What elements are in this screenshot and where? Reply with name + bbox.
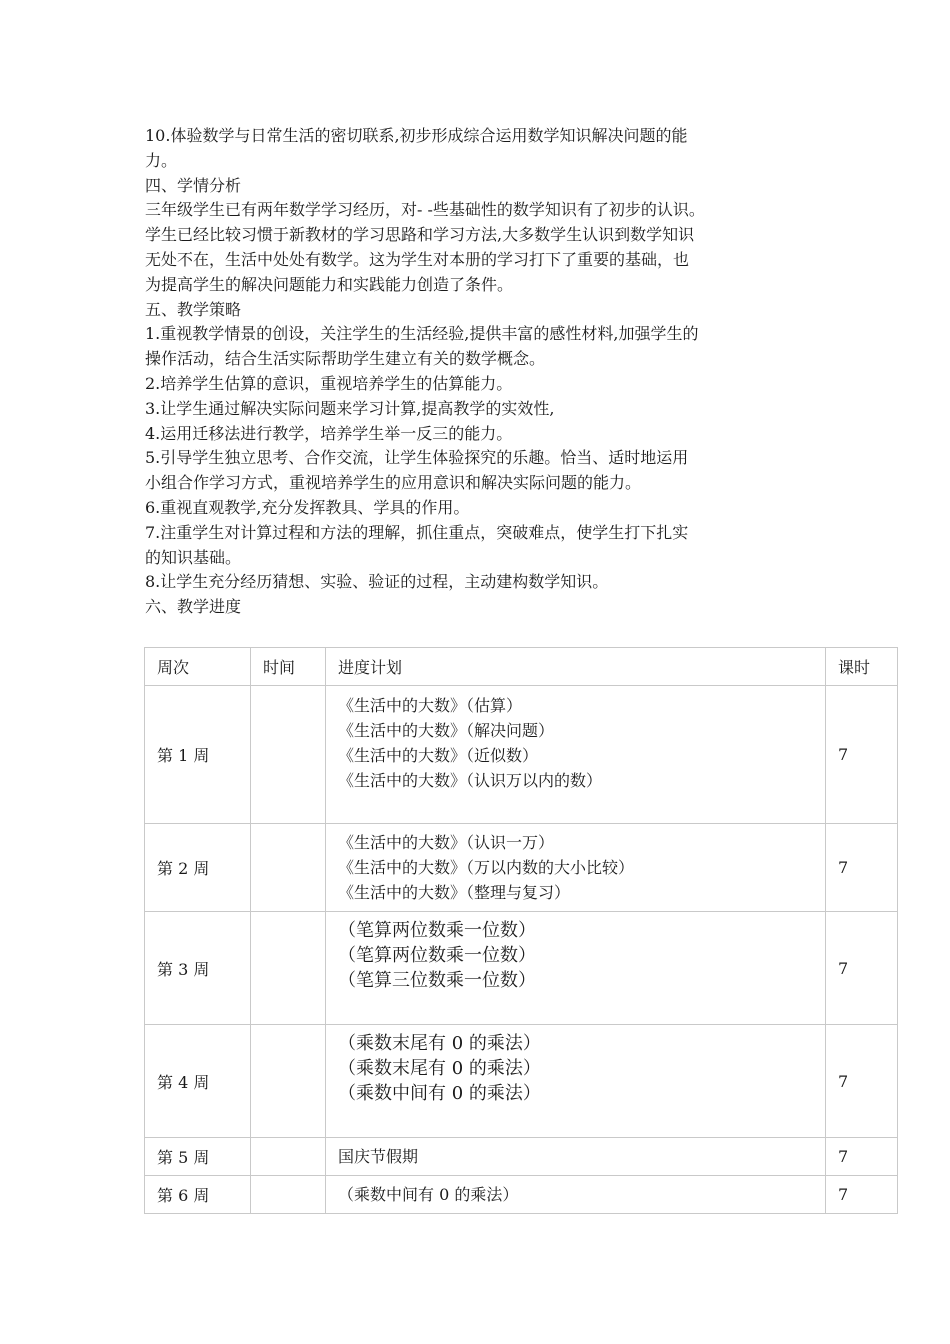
paragraph-line: 学生已经比较习惯于新教材的学习思路和学习方法,大多数学生认识到数学知识 [145,225,695,245]
section-heading: 六、教学进度 [145,597,242,617]
plan-item: （乘数末尾有 0 的乘法） [338,1033,541,1054]
table-row [145,1138,898,1176]
week-cell: 第 2 周 [145,824,251,912]
paragraph-line: 4.运用迁移法进行教学，培养学生举一反三的能力。 [145,423,513,443]
section-heading: 五、教学策略 [145,299,242,319]
hours-cell: 7 [826,1176,898,1214]
plan-item: （笔算两位数乘一位数） [338,920,536,941]
paragraph-line: 三年级学生已有两年数学学习经历，对- -些基础性的数学知识有了初步的认识。 [145,200,705,220]
plan-item: 国庆节假期 [338,1147,419,1166]
plan-item: （笔算三位数乘一位数） [338,970,536,991]
paragraph-line: 6.重视直观教学,充分发挥教具、学具的作用。 [145,497,470,517]
plan-cell [326,1176,826,1214]
hours-cell: 7 [826,686,898,824]
week-cell: 第 5 周 [145,1138,251,1176]
paragraph-line: 5.引导学生独立思考、合作交流，让学生体验探究的乐趣。恰当、适时地运用 [145,448,689,468]
hours-cell: 7 [826,824,898,912]
time-cell [251,824,326,912]
paragraph-line: 7.注重学生对计算过程和方法的理解，抓住重点，突破难点，使学生打下扎实 [145,522,689,542]
header-week: 周次 [145,648,251,686]
table-row [145,1025,898,1138]
plan-item: 《生活中的大数》（估算） [338,696,523,715]
paragraph-line: 无处不在，生活中处处有数学。这为学生对本册的学习打下了重要的基础，也 [145,249,690,269]
plan-cell [326,912,826,1025]
paragraph-line: 8.让学生充分经历猜想、实验、验证的过程，主动建构数学知识。 [145,572,609,592]
plan-cell [326,1138,826,1176]
week-cell: 第 1 周 [145,686,251,824]
plan-item: （乘数中间有 0 的乘法） [338,1083,541,1104]
hours-cell: 7 [826,912,898,1025]
time-cell [251,1025,326,1138]
paragraph-line: 3.让学生通过解决实际问题来学习计算,提高教学的实效性, [145,398,555,418]
paragraph-line: 力。 [145,150,178,170]
plan-cell [326,824,826,912]
table-row [145,686,898,824]
week-cell: 第 4 周 [145,1025,251,1138]
paragraph-line: 10.体验数学与日常生活的密切联系,初步形成综合运用数学知识解决问题的能 [145,126,688,145]
paragraph-line: 为提高学生的解决问题能力和实践能力创造了条件。 [145,274,514,294]
plan-item: （乘数末尾有 0 的乘法） [338,1058,541,1079]
time-cell [251,912,326,1025]
table-row [145,912,898,1025]
plan-item: （笔算两位数乘一位数） [338,945,536,966]
plan-item: 《生活中的大数》（认识万以内的数） [338,771,603,790]
paragraph-line: 的知识基础。 [145,547,242,567]
plan-cell [326,686,826,824]
table-row [145,824,898,912]
header-plan: 进度计划 [326,648,826,686]
time-cell [251,1176,326,1214]
plan-cell [326,1025,826,1138]
plan-item: 《生活中的大数》（解决问题） [338,721,555,740]
header-time: 时间 [251,648,326,686]
table-header-row [145,648,898,686]
plan-item: 《生活中的大数》（万以内数的大小比较） [338,858,635,877]
teaching-schedule-table [144,647,898,1214]
week-cell: 第 6 周 [145,1176,251,1214]
plan-item: 《生活中的大数》（认识一万） [338,833,555,852]
hours-cell: 7 [826,1138,898,1176]
time-cell [251,1138,326,1176]
paragraph-line: 2.培养学生估算的意识，重视培养学生的估算能力。 [145,373,513,393]
hours-cell: 7 [826,1025,898,1138]
week-cell: 第 3 周 [145,912,251,1025]
paragraph-line: 小组合作学习方式，重视培养学生的应用意识和解决实际问题的能力。 [145,473,642,493]
document-body [145,124,835,620]
paragraph-line: 操作活动，结合生活实际帮助学生建立有关的数学概念。 [145,349,546,369]
time-cell [251,686,326,824]
plan-item: （乘数中间有 0 的乘法） [338,1185,519,1204]
plan-item: 《生活中的大数》（近似数） [338,746,539,765]
plan-item: 《生活中的大数》（整理与复习） [338,883,571,902]
header-hours: 课时 [826,648,898,686]
table-row [145,1176,898,1214]
section-heading: 四、学情分析 [145,175,242,195]
paragraph-line: 1.重视教学情景的创设，关注学生的生活经验,提供丰富的感性材料,加强学生的 [145,324,699,344]
